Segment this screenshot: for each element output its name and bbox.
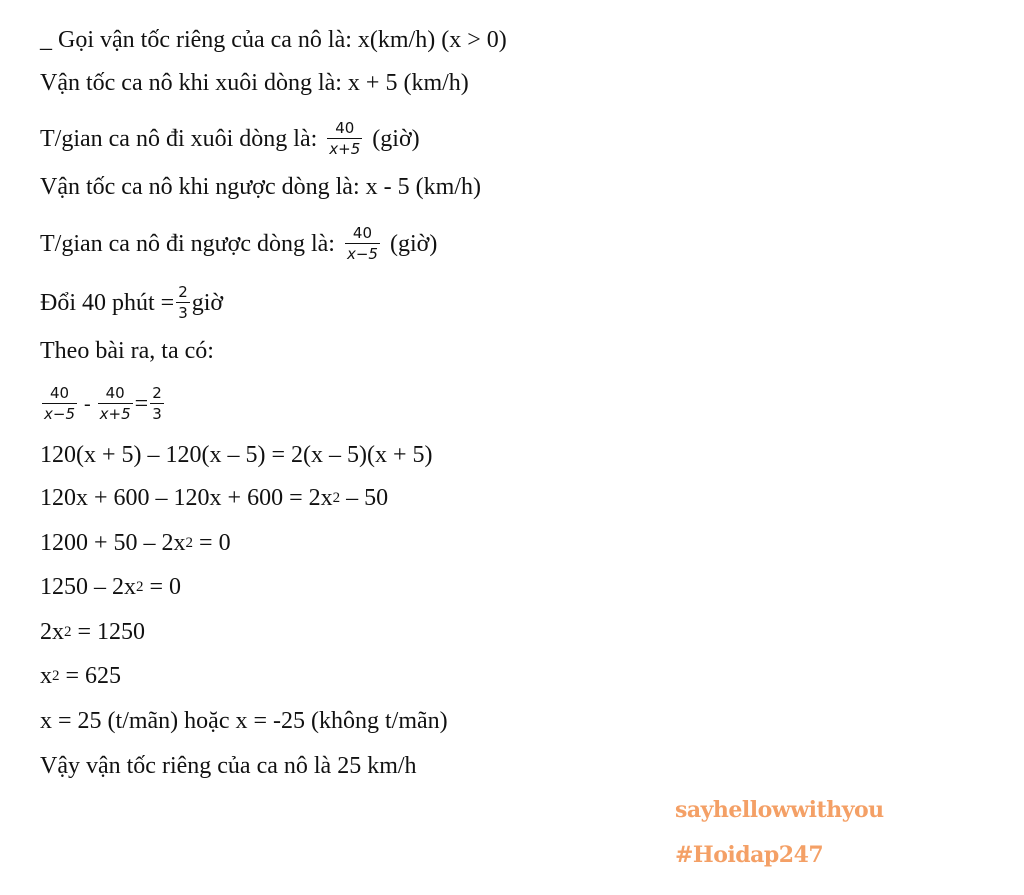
watermark-username: sayhellowwithyou <box>675 797 884 823</box>
line-conclusion <box>40 751 417 781</box>
line-text: Đổi 40 phút = <box>40 290 175 316</box>
line-upstream-speed <box>40 172 481 202</box>
line-text: Theo bài ra, ta có: <box>40 338 214 364</box>
fraction <box>327 120 362 158</box>
fraction <box>150 385 164 423</box>
line-simplify-3: 1250 – 2x 2 = 0 <box>40 574 182 600</box>
line-text: Vậy vận tốc riêng của ca nô là 25 km/h <box>40 753 417 779</box>
line-text: x <box>40 663 52 689</box>
line-simplify-1: 120x + 600 – 120x + 600 = 2x 2 – 50 <box>40 485 389 511</box>
line-text: 2x <box>40 619 64 645</box>
line-simplify-4: 2x 2 = 1250 <box>40 619 146 645</box>
fraction-denominator: x−5 <box>346 245 378 263</box>
line-text: _ Gọi vận tốc riêng của ca nô là: x(km/h) (x > 0) <box>40 27 507 53</box>
fraction-denominator: 3 <box>152 405 162 423</box>
fraction-numerator: 40 <box>352 224 373 242</box>
line-text: = 625 <box>59 663 122 689</box>
line-downstream-time <box>40 120 420 158</box>
line-text: 1200 + 50 – 2x <box>40 530 186 556</box>
fraction-numerator: 2 <box>178 283 188 301</box>
line-text: = 0 <box>193 530 231 556</box>
fraction-denominator: 3 <box>178 304 188 322</box>
line-text: = 0 <box>143 574 182 600</box>
fraction-numerator: 40 <box>335 119 355 137</box>
fraction-numerator: 40 <box>105 384 125 402</box>
line-text: T/gian ca nô đi xuôi dòng là: <box>40 126 324 152</box>
line-text: – 50 <box>340 485 389 511</box>
line-text: = 1250 <box>71 619 146 645</box>
line-unit: (giờ) <box>366 126 420 152</box>
line-unit: (giờ) <box>383 231 438 257</box>
fraction <box>98 385 133 423</box>
line-unit: giờ <box>191 290 224 316</box>
line-expand-equation <box>40 440 433 470</box>
watermark-hashtag: #Hoidap247 <box>675 842 824 868</box>
fraction-bar <box>345 243 380 244</box>
line-downstream-speed <box>40 68 469 98</box>
line-simplify-2: 1200 + 50 – 2x 2 = 0 <box>40 530 231 556</box>
fraction <box>42 385 77 423</box>
line-solutions <box>40 706 448 736</box>
line-text: 1250 – 2x <box>40 574 136 600</box>
equals-sign: = <box>134 391 149 417</box>
fraction-denominator: x−5 <box>44 405 75 423</box>
line-text: x = 25 (t/mãn) hoặc x = -25 (không t/mãn) <box>40 708 448 734</box>
fraction-bar <box>42 403 77 404</box>
fraction-numerator: 2 <box>152 384 162 402</box>
line-text: 120x + 600 – 120x + 600 = 2x <box>40 485 333 511</box>
minus-sign: - <box>79 393 96 415</box>
line-text: Vận tốc ca nô khi xuôi dòng là: x + 5 (km/h) <box>40 70 469 96</box>
fraction-bar <box>98 403 133 404</box>
line-text: 120(x + 5) – 120(x – 5) = 2(x – 5)(x + 5) <box>40 442 433 468</box>
line-text: Vận tốc ca nô khi ngược dòng là: x - 5 (km/h) <box>40 174 481 200</box>
fraction-bar <box>327 138 362 139</box>
line-upstream-time <box>40 225 437 263</box>
line-according-problem <box>40 336 214 366</box>
fraction-denominator: x+5 <box>99 405 131 423</box>
fraction-bar <box>150 403 164 404</box>
line-define-variable <box>40 25 507 55</box>
fraction-denominator: x+5 <box>329 140 361 158</box>
line-equation <box>42 385 166 423</box>
fraction <box>176 284 190 322</box>
line-text: T/gian ca nô đi ngược dòng là: <box>40 231 341 257</box>
fraction-bar <box>176 302 190 303</box>
line-simplify-5: x 2 = 625 <box>40 663 122 689</box>
fraction <box>345 225 380 263</box>
line-convert-minutes <box>40 284 223 322</box>
fraction-numerator: 40 <box>49 384 70 402</box>
